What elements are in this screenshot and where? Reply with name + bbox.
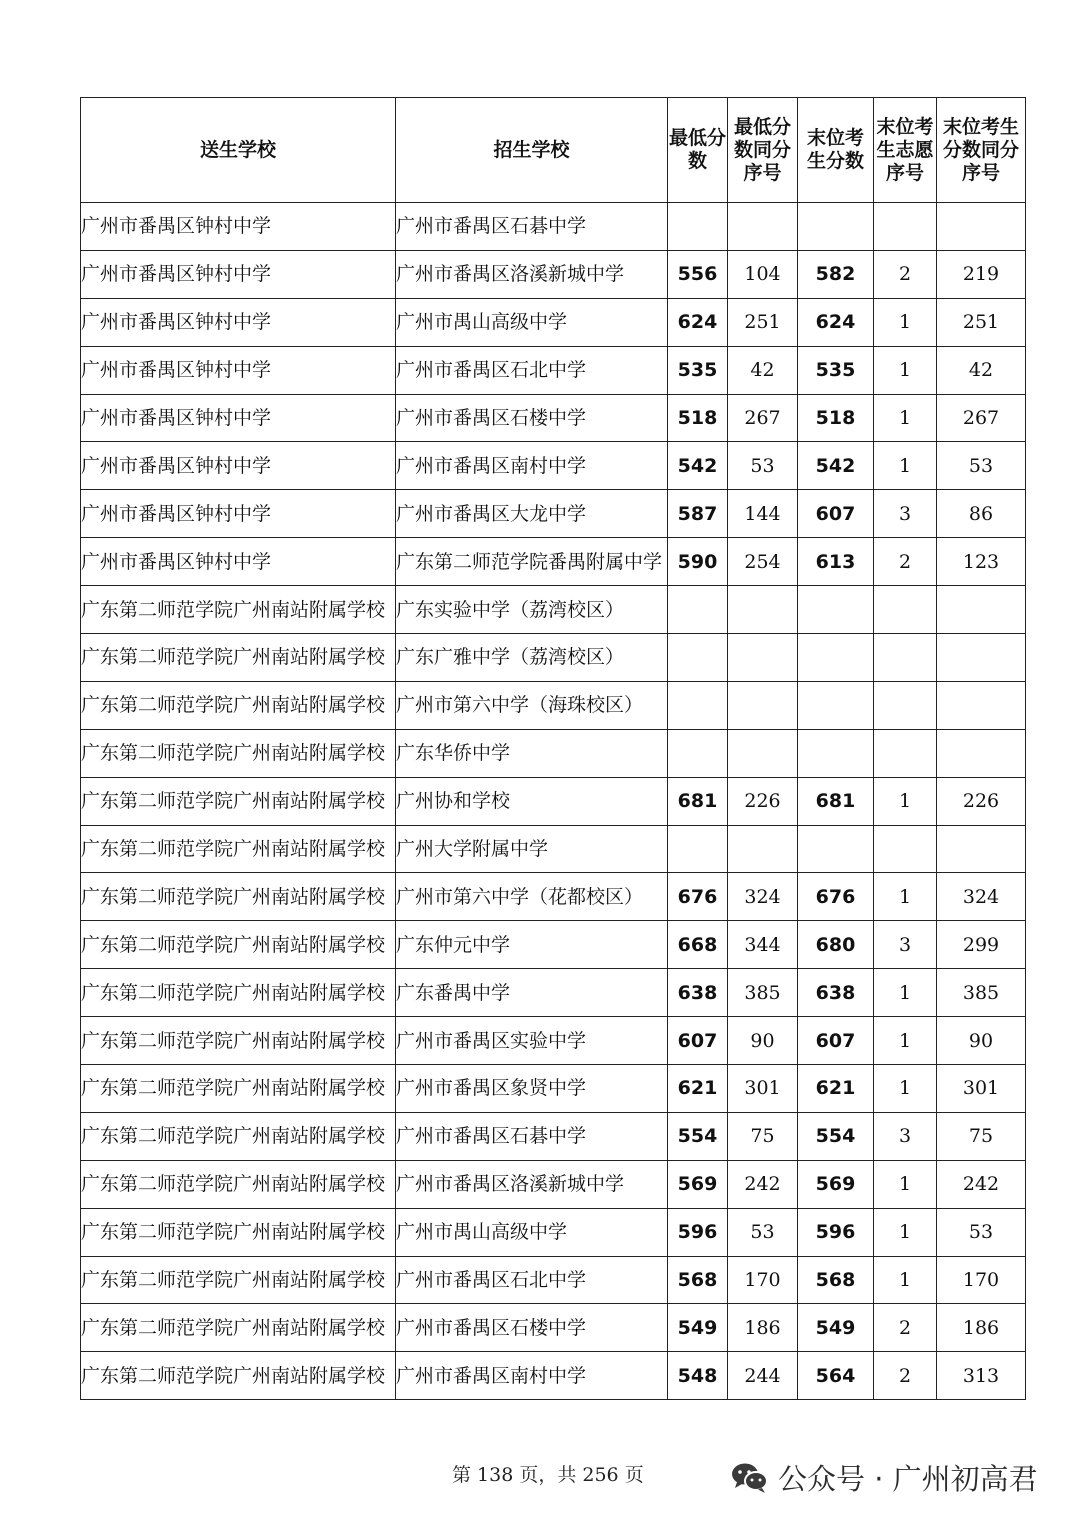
- cell-last-student-score: 582: [798, 250, 874, 298]
- cell-enrolling-school: 广州市第六中学（花都校区）: [396, 873, 668, 921]
- cell-min-score: 668: [668, 921, 728, 969]
- cell-last-student-tie-rank: 301: [937, 1065, 1026, 1113]
- cell-last-student-score: [798, 634, 874, 682]
- cell-last-student-preference-no: [874, 203, 937, 251]
- cell-enrolling-school: 广州市第六中学（海珠校区）: [396, 681, 668, 729]
- cell-min-score: 607: [668, 1017, 728, 1065]
- cell-min-score: 569: [668, 1160, 728, 1208]
- table-row: [81, 634, 1026, 682]
- cell-last-student-score: [798, 729, 874, 777]
- cell-last-student-tie-rank: 186: [937, 1304, 1026, 1352]
- cell-enrolling-school: 广州大学附属中学: [396, 825, 668, 873]
- cell-sending-school: 广东第二师范学院广州南站附属学校: [81, 825, 396, 873]
- cell-last-student-score: 607: [798, 490, 874, 538]
- cell-min-score: 681: [668, 777, 728, 825]
- cell-last-student-score: 569: [798, 1160, 874, 1208]
- cell-last-student-tie-rank: 267: [937, 394, 1026, 442]
- cell-last-student-tie-rank: 53: [937, 1208, 1026, 1256]
- cell-min-score: 621: [668, 1065, 728, 1113]
- cell-sending-school: 广州市番禺区钟村中学: [81, 490, 396, 538]
- cell-last-student-preference-no: 1: [874, 1160, 937, 1208]
- cell-min-score-tie-rank: 144: [728, 490, 798, 538]
- cell-last-student-preference-no: 1: [874, 298, 937, 346]
- cell-sending-school: 广州市番禺区钟村中学: [81, 394, 396, 442]
- cell-min-score: 676: [668, 873, 728, 921]
- cell-enrolling-school: 广州市番禺区石碁中学: [396, 1112, 668, 1160]
- cell-sending-school: 广州市番禺区钟村中学: [81, 538, 396, 586]
- cell-last-student-preference-no: 1: [874, 442, 937, 490]
- cell-min-score-tie-rank: 42: [728, 346, 798, 394]
- table-row: [81, 538, 1026, 586]
- cell-min-score-tie-rank: 90: [728, 1017, 798, 1065]
- table-row: [81, 250, 1026, 298]
- cell-min-score-tie-rank: 242: [728, 1160, 798, 1208]
- cell-last-student-preference-no: [874, 825, 937, 873]
- table-row: [81, 442, 1026, 490]
- cell-last-student-preference-no: [874, 729, 937, 777]
- cell-sending-school: 广东第二师范学院广州南站附属学校: [81, 1065, 396, 1113]
- cell-last-student-tie-rank: [937, 203, 1026, 251]
- cell-min-score: 548: [668, 1352, 728, 1400]
- cell-enrolling-school: 广州市番禺区石楼中学: [396, 394, 668, 442]
- cell-last-student-preference-no: 2: [874, 1304, 937, 1352]
- cell-last-student-tie-rank: 86: [937, 490, 1026, 538]
- cell-enrolling-school: 广州市番禺区洛溪新城中学: [396, 1160, 668, 1208]
- wechat-icon: [730, 1461, 770, 1495]
- cell-last-student-preference-no: [874, 634, 937, 682]
- cell-sending-school: 广东第二师范学院广州南站附属学校: [81, 777, 396, 825]
- cell-min-score: [668, 825, 728, 873]
- cell-last-student-preference-no: 2: [874, 1352, 937, 1400]
- cell-min-score: 590: [668, 538, 728, 586]
- cell-sending-school: 广东第二师范学院广州南站附属学校: [81, 1112, 396, 1160]
- cell-enrolling-school: 广州市番禺区石北中学: [396, 1256, 668, 1304]
- table-row: [81, 1352, 1026, 1400]
- cell-last-student-preference-no: 1: [874, 394, 937, 442]
- cell-sending-school: 广东第二师范学院广州南站附属学校: [81, 921, 396, 969]
- cell-enrolling-school: 广州市番禺区南村中学: [396, 1352, 668, 1400]
- cell-enrolling-school: 广州市番禺区洛溪新城中学: [396, 250, 668, 298]
- cell-last-student-score: [798, 586, 874, 634]
- cell-last-student-score: 680: [798, 921, 874, 969]
- cell-last-student-preference-no: 1: [874, 1017, 937, 1065]
- cell-enrolling-school: 广州市禺山高级中学: [396, 298, 668, 346]
- cell-min-score-tie-rank: [728, 681, 798, 729]
- table-row: [81, 1112, 1026, 1160]
- cell-enrolling-school: 广州协和学校: [396, 777, 668, 825]
- cell-last-student-score: 568: [798, 1256, 874, 1304]
- cell-last-student-tie-rank: [937, 586, 1026, 634]
- cell-enrolling-school: 广东广雅中学（荔湾校区）: [396, 634, 668, 682]
- cell-last-student-score: 638: [798, 969, 874, 1017]
- cell-min-score: [668, 681, 728, 729]
- cell-last-student-score: 549: [798, 1304, 874, 1352]
- cell-sending-school: 广东第二师范学院广州南站附属学校: [81, 873, 396, 921]
- cell-last-student-tie-rank: 226: [937, 777, 1026, 825]
- cell-last-student-score: 596: [798, 1208, 874, 1256]
- cell-min-score: 556: [668, 250, 728, 298]
- cell-sending-school: 广州市番禺区钟村中学: [81, 203, 396, 251]
- cell-last-student-tie-rank: 42: [937, 346, 1026, 394]
- cell-min-score: 638: [668, 969, 728, 1017]
- cell-last-student-preference-no: 2: [874, 250, 937, 298]
- header-sending-school: 送生学校: [81, 98, 396, 203]
- table-row: [81, 346, 1026, 394]
- cell-last-student-tie-rank: 299: [937, 921, 1026, 969]
- cell-min-score: 554: [668, 1112, 728, 1160]
- cell-sending-school: 广东第二师范学院广州南站附属学校: [81, 1160, 396, 1208]
- cell-last-student-tie-rank: 123: [937, 538, 1026, 586]
- cell-min-score: 535: [668, 346, 728, 394]
- cell-last-student-tie-rank: 219: [937, 250, 1026, 298]
- cell-last-student-preference-no: 1: [874, 346, 937, 394]
- cell-min-score-tie-rank: 226: [728, 777, 798, 825]
- cell-min-score-tie-rank: 385: [728, 969, 798, 1017]
- cell-last-student-tie-rank: [937, 634, 1026, 682]
- cell-enrolling-school: 广州市番禺区石楼中学: [396, 1304, 668, 1352]
- cell-last-student-tie-rank: 324: [937, 873, 1026, 921]
- cell-enrolling-school: 广东华侨中学: [396, 729, 668, 777]
- cell-last-student-preference-no: [874, 586, 937, 634]
- cell-last-student-score: [798, 681, 874, 729]
- cell-sending-school: 广东第二师范学院广州南站附属学校: [81, 1352, 396, 1400]
- cell-last-student-score: [798, 203, 874, 251]
- cell-min-score-tie-rank: 170: [728, 1256, 798, 1304]
- cell-enrolling-school: 广州市番禺区石北中学: [396, 346, 668, 394]
- cell-enrolling-school: 广州市番禺区石碁中学: [396, 203, 668, 251]
- cell-last-student-preference-no: 1: [874, 1065, 937, 1113]
- cell-last-student-preference-no: 1: [874, 969, 937, 1017]
- table-row: [81, 298, 1026, 346]
- cell-last-student-preference-no: 1: [874, 777, 937, 825]
- cell-min-score-tie-rank: 244: [728, 1352, 798, 1400]
- table-row: [81, 1017, 1026, 1065]
- cell-sending-school: 广东第二师范学院广州南站附属学校: [81, 1208, 396, 1256]
- cell-min-score-tie-rank: 301: [728, 1065, 798, 1113]
- cell-min-score-tie-rank: [728, 586, 798, 634]
- cell-last-student-tie-rank: 251: [937, 298, 1026, 346]
- cell-last-student-tie-rank: 75: [937, 1112, 1026, 1160]
- cell-last-student-score: 613: [798, 538, 874, 586]
- cell-sending-school: 广东第二师范学院广州南站附属学校: [81, 1256, 396, 1304]
- cell-min-score-tie-rank: [728, 825, 798, 873]
- cell-min-score: [668, 586, 728, 634]
- cell-min-score-tie-rank: 53: [728, 1208, 798, 1256]
- cell-enrolling-school: 广东实验中学（荔湾校区）: [396, 586, 668, 634]
- cell-enrolling-school: 广州市番禺区南村中学: [396, 442, 668, 490]
- cell-last-student-score: 542: [798, 442, 874, 490]
- table-row: [81, 490, 1026, 538]
- table-row: [81, 777, 1026, 825]
- cell-min-score: 542: [668, 442, 728, 490]
- cell-last-student-preference-no: 3: [874, 490, 937, 538]
- cell-last-student-tie-rank: [937, 729, 1026, 777]
- table-row: [81, 203, 1026, 251]
- table-row: [81, 586, 1026, 634]
- cell-last-student-preference-no: 2: [874, 538, 937, 586]
- cell-enrolling-school: 广州市禺山高级中学: [396, 1208, 668, 1256]
- cell-min-score-tie-rank: 254: [728, 538, 798, 586]
- cell-last-student-tie-rank: 170: [937, 1256, 1026, 1304]
- cell-min-score: 596: [668, 1208, 728, 1256]
- cell-min-score-tie-rank: 75: [728, 1112, 798, 1160]
- cell-min-score: 587: [668, 490, 728, 538]
- cell-last-student-tie-rank: 90: [937, 1017, 1026, 1065]
- cell-last-student-score: 554: [798, 1112, 874, 1160]
- cell-sending-school: 广州市番禺区钟村中学: [81, 442, 396, 490]
- table-row: [81, 681, 1026, 729]
- cell-min-score: [668, 729, 728, 777]
- cell-enrolling-school: 广州市番禺区大龙中学: [396, 490, 668, 538]
- header-last-student-tie-rank: 末位考生分数同分序号: [937, 98, 1026, 203]
- cell-min-score-tie-rank: 324: [728, 873, 798, 921]
- table-row: [81, 825, 1026, 873]
- cell-min-score-tie-rank: 53: [728, 442, 798, 490]
- cell-enrolling-school: 广州市番禺区实验中学: [396, 1017, 668, 1065]
- cell-sending-school: 广东第二师范学院广州南站附属学校: [81, 634, 396, 682]
- table-row: [81, 1208, 1026, 1256]
- cell-min-score-tie-rank: 344: [728, 921, 798, 969]
- cell-min-score: [668, 203, 728, 251]
- cell-last-student-tie-rank: 242: [937, 1160, 1026, 1208]
- table-row: [81, 1065, 1026, 1113]
- header-last-student-preference-no: 末位考生志愿序号: [874, 98, 937, 203]
- cell-last-student-tie-rank: [937, 681, 1026, 729]
- cell-sending-school: 广东第二师范学院广州南站附属学校: [81, 1304, 396, 1352]
- cell-last-student-preference-no: [874, 681, 937, 729]
- header-min-score: 最低分数: [668, 98, 728, 203]
- cell-last-student-tie-rank: 385: [937, 969, 1026, 1017]
- admission-score-table: [80, 97, 1026, 1400]
- header-min-score-tie-rank: 最低分数同分序号: [728, 98, 798, 203]
- cell-min-score-tie-rank: 186: [728, 1304, 798, 1352]
- cell-min-score: 624: [668, 298, 728, 346]
- cell-min-score-tie-rank: 267: [728, 394, 798, 442]
- cell-sending-school: 广东第二师范学院广州南站附属学校: [81, 1017, 396, 1065]
- cell-enrolling-school: 广州市番禺区象贤中学: [396, 1065, 668, 1113]
- watermark-text: 公众号 · 广州初高君: [778, 1462, 1038, 1496]
- cell-last-student-tie-rank: 313: [937, 1352, 1026, 1400]
- cell-min-score-tie-rank: 251: [728, 298, 798, 346]
- cell-sending-school: 广东第二师范学院广州南站附属学校: [81, 681, 396, 729]
- cell-last-student-score: [798, 825, 874, 873]
- cell-last-student-score: 681: [798, 777, 874, 825]
- cell-min-score-tie-rank: [728, 634, 798, 682]
- cell-last-student-preference-no: 3: [874, 1112, 937, 1160]
- cell-last-student-preference-no: 1: [874, 1256, 937, 1304]
- cell-last-student-preference-no: 1: [874, 1208, 937, 1256]
- cell-sending-school: 广州市番禺区钟村中学: [81, 298, 396, 346]
- cell-min-score: 549: [668, 1304, 728, 1352]
- table-header-row: [81, 98, 1026, 203]
- cell-last-student-preference-no: 1: [874, 873, 937, 921]
- header-last-student-score: 末位考生分数: [798, 98, 874, 203]
- cell-sending-school: 广东第二师范学院广州南站附属学校: [81, 586, 396, 634]
- cell-enrolling-school: 广东番禺中学: [396, 969, 668, 1017]
- table-row: [81, 1304, 1026, 1352]
- cell-enrolling-school: 广东仲元中学: [396, 921, 668, 969]
- cell-last-student-score: 621: [798, 1065, 874, 1113]
- cell-last-student-score: 564: [798, 1352, 874, 1400]
- cell-min-score: 568: [668, 1256, 728, 1304]
- cell-min-score-tie-rank: [728, 729, 798, 777]
- cell-last-student-tie-rank: 53: [937, 442, 1026, 490]
- table-row: [81, 1160, 1026, 1208]
- wechat-watermark: [730, 1457, 1038, 1498]
- table-row: [81, 729, 1026, 777]
- cell-sending-school: 广东第二师范学院广州南站附属学校: [81, 969, 396, 1017]
- table-row: [81, 969, 1026, 1017]
- table-row: [81, 1256, 1026, 1304]
- cell-sending-school: 广东第二师范学院广州南站附属学校: [81, 729, 396, 777]
- header-enrolling-school: 招生学校: [396, 98, 668, 203]
- cell-last-student-score: 607: [798, 1017, 874, 1065]
- cell-last-student-score: 518: [798, 394, 874, 442]
- cell-last-student-score: 676: [798, 873, 874, 921]
- cell-last-student-tie-rank: [937, 825, 1026, 873]
- cell-enrolling-school: 广东第二师范学院番禺附属中学: [396, 538, 668, 586]
- table-row: [81, 921, 1026, 969]
- cell-last-student-preference-no: 3: [874, 921, 937, 969]
- table-row: [81, 394, 1026, 442]
- cell-last-student-score: 624: [798, 298, 874, 346]
- cell-sending-school: 广州市番禺区钟村中学: [81, 250, 396, 298]
- cell-min-score: [668, 634, 728, 682]
- cell-last-student-score: 535: [798, 346, 874, 394]
- table-row: [81, 873, 1026, 921]
- cell-min-score: 518: [668, 394, 728, 442]
- cell-sending-school: 广州市番禺区钟村中学: [81, 346, 396, 394]
- page-number: 第 138 页，共 256 页: [452, 1464, 644, 1486]
- cell-min-score-tie-rank: 104: [728, 250, 798, 298]
- cell-min-score-tie-rank: [728, 203, 798, 251]
